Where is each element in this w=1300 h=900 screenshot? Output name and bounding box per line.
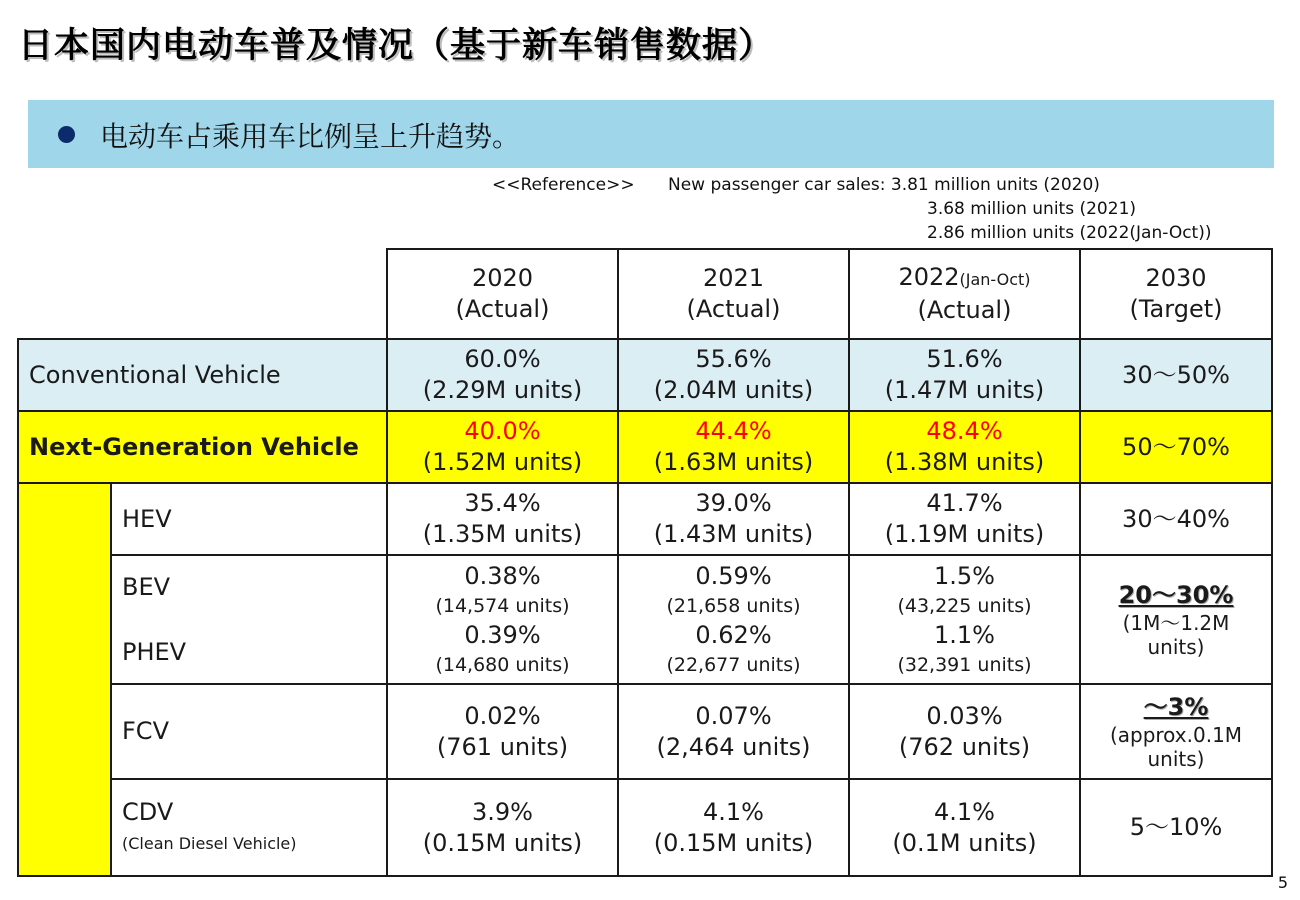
row-label-conventional: Conventional Vehicle	[18, 339, 387, 411]
cell-2022: 1.5% (43,225 units) 1.1% (32,391 units)	[849, 555, 1080, 684]
header-year: 2030	[1145, 264, 1207, 292]
header-2022	[849, 249, 1080, 339]
header-year: 2022(Jan-Oct)	[898, 263, 1031, 291]
cell-2021: 44.4% (1.63M units)	[618, 411, 849, 483]
ngv-indent-cell	[18, 483, 111, 876]
cell-2020: 60.0% (2.29M units)	[387, 339, 618, 411]
cell-2022: 51.6% (1.47M units)	[849, 339, 1080, 411]
table-row	[18, 483, 1272, 555]
header-sub: (Target)	[1129, 295, 1223, 323]
cell-2030-target: 30～40%	[1080, 483, 1272, 555]
table-row	[18, 339, 1272, 411]
reference-label: <<Reference>>	[492, 175, 635, 195]
cell-2030-target: 50～70%	[1080, 411, 1272, 483]
header-sub: (Actual)	[917, 296, 1012, 324]
row-label-cdv	[111, 779, 387, 876]
banner-text: 电动车占乘用车比例呈上升趋势。	[100, 120, 521, 153]
page-number: 5	[1277, 873, 1288, 892]
reference-line: 3.68 million units (2021)	[927, 199, 1137, 219]
header-2030	[1080, 249, 1272, 339]
row-label-hev: HEV	[111, 483, 387, 555]
label-cdv: CDV	[122, 797, 174, 826]
reference-line: 2.86 million units (2022(Jan-Oct))	[927, 223, 1212, 243]
cell-2020: 0.38% (14,574 units) 0.39% (14,680 units)	[387, 555, 618, 684]
label-cdv-sub: (Clean Diesel Vehicle)	[122, 833, 297, 853]
cell-2030-target: 20～30% (1M～1.2M units)	[1080, 555, 1272, 684]
cell-2020: 40.0% (1.52M units)	[387, 411, 618, 483]
table-row	[18, 779, 1272, 876]
table-header-row	[18, 249, 1272, 339]
header-note: (Jan-Oct)	[959, 270, 1031, 289]
cell-2030-target: 5～10%	[1080, 779, 1272, 876]
header-year: 2021	[702, 264, 765, 292]
summary-banner	[28, 100, 1274, 168]
cell-2022: 4.1% (0.1M units)	[849, 779, 1080, 876]
row-label-fcv: FCV	[111, 684, 387, 779]
cell-2022: 41.7% (1.19M units)	[849, 483, 1080, 555]
cell-2030-target: 30～50%	[1080, 339, 1272, 411]
table-row	[18, 411, 1272, 483]
cell-2021: 0.59% (21,658 units) 0.62% (22,677 units)	[618, 555, 849, 684]
page-title: 日本国内电动车普及情况（基于新车销售数据）	[18, 26, 775, 66]
ev-share-table	[17, 248, 1273, 877]
header-2020	[387, 249, 618, 339]
cell-2020: 35.4% (1.35M units)	[387, 483, 618, 555]
label-phev: PHEV	[122, 637, 187, 666]
cell-2020: 3.9% (0.15M units)	[387, 779, 618, 876]
cell-2022: 0.03% (762 units)	[849, 684, 1080, 779]
cell-2021: 4.1% (0.15M units)	[618, 779, 849, 876]
row-label-next-generation: Next-Generation Vehicle	[18, 411, 387, 483]
cell-2021: 55.6% (2.04M units)	[618, 339, 849, 411]
cell-2021: 0.07% (2,464 units)	[618, 684, 849, 779]
cell-2021: 39.0% (1.43M units)	[618, 483, 849, 555]
reference-line: New passenger car sales: 3.81 million units (2020)	[668, 175, 1100, 195]
table-row	[18, 555, 1272, 684]
cell-2022: 48.4% (1.38M units)	[849, 411, 1080, 483]
header-2021	[618, 249, 849, 339]
row-label-bev-phev	[111, 555, 387, 684]
table-row	[18, 684, 1272, 779]
cell-2020: 0.02% (761 units)	[387, 684, 618, 779]
header-blank-cell	[18, 249, 387, 339]
header-sub: (Actual)	[686, 295, 781, 323]
cell-2030-target: ～3% (approx.0.1M units)	[1080, 684, 1272, 779]
label-bev: BEV	[122, 572, 171, 601]
bullet-icon	[58, 126, 75, 143]
header-sub: (Actual)	[455, 295, 550, 323]
header-year: 2020	[471, 264, 534, 292]
